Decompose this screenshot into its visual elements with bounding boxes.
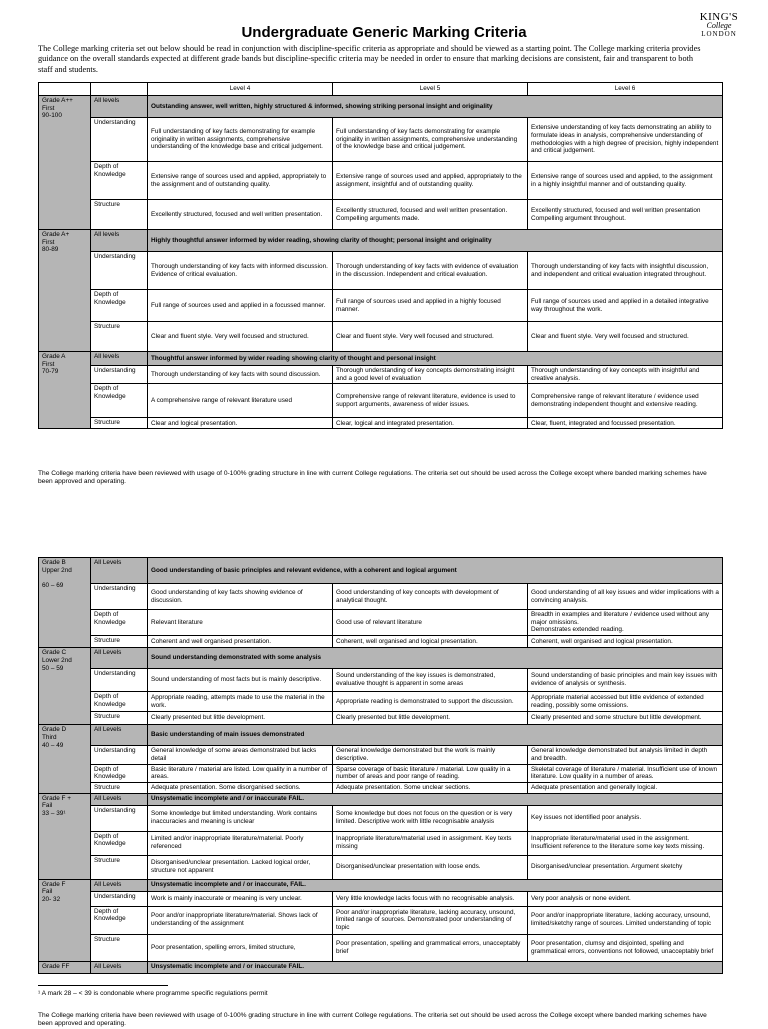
criterion-cell: Inappropriate literature/material used in assignment. Key texts missing: [333, 831, 528, 855]
grade-band-row: [39, 961, 723, 973]
criterion-cell: Clearly presented but little development.: [333, 712, 528, 725]
band-description: Good understanding of basic principles and relevant evidence, with a coherent and logical argument: [148, 558, 723, 584]
criterion-cell: Good use of relevant literature: [333, 610, 528, 636]
band-description: Basic understanding of main issues demonstrated: [148, 725, 723, 746]
grade-label: Grade B Upper 2nd 60 – 69: [39, 558, 91, 648]
criterion-cell: Very poor analysis or none evident.: [528, 891, 723, 906]
grade-label: Grade FF: [39, 961, 91, 973]
level-header: Level 5: [333, 83, 528, 96]
criterion-cell: Poor and/or inappropriate literature, lacking accuracy, unsound, limited/sketchy range of sources. Limited understanding of topic: [528, 906, 723, 934]
criterion-label: Depth of Knowledge: [91, 692, 148, 712]
criteria-row: [39, 118, 723, 162]
grade-label: Grade F + Fail 33 – 39¹: [39, 793, 91, 879]
criterion-cell: Coherent, well organised and logical presentation.: [528, 636, 723, 648]
marking-criteria-table-2: [38, 557, 723, 974]
criterion-label: Depth of Knowledge: [91, 290, 148, 322]
criterion-label: Structure: [91, 200, 148, 230]
criteria-row: [39, 252, 723, 290]
band-description: Highly thoughtful answer informed by wider reading, showing clarity of thought; personal insight and originality: [148, 230, 723, 252]
all-levels-label: All Levels: [91, 961, 148, 973]
criterion-label: Understanding: [91, 118, 148, 162]
criterion-label: Structure: [91, 855, 148, 879]
criteria-row: [39, 384, 723, 418]
grade-band-row: [39, 352, 723, 366]
criterion-cell: Coherent and well organised presentation.: [148, 636, 333, 648]
criterion-cell: Poor presentation, spelling and grammatical errors, unacceptably brief: [333, 934, 528, 961]
criterion-cell: Some knowledge but does not focus on the question or is very limited. Descriptive work with little recognisable analysis: [333, 805, 528, 831]
grade-label: Grade A+ First 80-89: [39, 230, 91, 352]
kings-college-logo: [693, 12, 745, 40]
criterion-cell: Appropriate material accessed but little evidence of extended reading, possibly some omissions.: [528, 692, 723, 712]
criterion-cell: Clear, fluent, integrated and focussed presentation.: [528, 418, 723, 429]
criterion-cell: Poor presentation, clumsy and disjointed, spelling and grammatical errors, conventions not followed, unacceptably brief: [528, 934, 723, 961]
grade-band-row: [39, 648, 723, 669]
criterion-cell: Adequate presentation and generally logical.: [528, 782, 723, 793]
criterion-cell: Clear and logical presentation.: [148, 418, 333, 429]
criterion-cell: Adequate presentation. Some disorganised sections.: [148, 782, 333, 793]
criteria-row: [39, 692, 723, 712]
band-description: Sound understanding demonstrated with some analysis: [148, 648, 723, 669]
criterion-cell: Clear, logical and integrated presentation.: [333, 418, 528, 429]
criterion-cell: Excellently structured, focused and well written presentation Compelling argument throughout.: [528, 200, 723, 230]
page-title: Undergraduate Generic Marking Criteria: [241, 24, 527, 41]
criterion-cell: Full understanding of key facts demonstrating for example originality in written assignments, comprehensive understanding of the knowledge base and critical judgement.: [333, 118, 528, 162]
level-header-row: [39, 83, 723, 96]
criteria-row: [39, 162, 723, 200]
criterion-cell: Clear and fluent style. Very well focused and structured.: [148, 322, 333, 352]
criterion-cell: Poor and/or inappropriate literature, lacking accuracy, unsound, limited range of sources. Demonstrated poor understanding of topic: [333, 906, 528, 934]
criterion-label: Understanding: [91, 891, 148, 906]
criteria-row: [39, 831, 723, 855]
criterion-cell: Good understanding of key concepts with development of analytical thought.: [333, 584, 528, 610]
criteria-note-2: The College marking criteria have been reviewed with usage of 0-100% grading structure in line with current College regulations. The criteria set out should be used across the College except where banded marking schemes have been approved and operating.: [38, 1012, 707, 1028]
criterion-cell: Disorganised/unclear presentation. Lacked logical order, structure not apparent: [148, 855, 333, 879]
criterion-cell: Thorough understanding of key facts with evidence of evaluation in the discussion. Independent and critical evaluation.: [333, 252, 528, 290]
criterion-cell: Sparse coverage of basic literature / material. Low quality in a number of areas and poor range of reading.: [333, 764, 528, 782]
grade-band-row: [39, 230, 723, 252]
criteria-row: [39, 934, 723, 961]
logo-line-2: College: [706, 21, 732, 30]
criteria-row: [39, 855, 723, 879]
intro-paragraph: The College marking criteria set out below should be read in conjunction with discipline-specific criteria as appropriate and should be viewed as a starting point. The College marking criteria provides guidance on the overall standards expected at different grade bands but discipline-specific criteria may be needed in order to ensure that marking decisions are consistent, fair and transparent to both staff and students.: [38, 44, 701, 74]
criteria-row: [39, 782, 723, 793]
footnote-rule: [38, 985, 168, 986]
criterion-label: Understanding: [91, 252, 148, 290]
criterion-cell: Clearly presented and some structure but little development.: [528, 712, 723, 725]
grade-label: Grade D Third 40 – 49: [39, 725, 91, 794]
header-blank-cell: [39, 83, 91, 96]
criterion-label: Depth of Knowledge: [91, 831, 148, 855]
criterion-cell: Sound understanding of basic principles and main key issues with evidence of analysis or synthesis.: [528, 669, 723, 692]
grade-band-row: [39, 725, 723, 746]
band-description: Unsystematic incomplete and / or inaccurate FAIL.: [148, 961, 723, 973]
criterion-label: Structure: [91, 712, 148, 725]
criterion-cell: Thorough understanding of key facts with sound discussion.: [148, 366, 333, 384]
marking-criteria-table-1: [38, 82, 723, 429]
criterion-cell: Excellently structured, focused and well written presentation. Compelling arguments made.: [333, 200, 528, 230]
criterion-label: Structure: [91, 418, 148, 429]
criterion-cell: Extensive range of sources used and applied, appropriately to the assignment, insightful and of outstanding quality.: [333, 162, 528, 200]
level-header: Level 6: [528, 83, 723, 96]
criteria-row: [39, 805, 723, 831]
criterion-cell: Poor presentation, spelling errors, limited structure,: [148, 934, 333, 961]
criterion-cell: Disorganised/unclear presentation. Argument sketchy: [528, 855, 723, 879]
criterion-label: Understanding: [91, 669, 148, 692]
criterion-cell: Basic literature / material are listed. Low quality in a number of areas.: [148, 764, 333, 782]
grade-label: Grade A++ First 90-100: [39, 96, 91, 230]
grade-band-row: [39, 96, 723, 118]
band-description: Thoughtful answer informed by wider reading showing clarity of thought and personal insight: [148, 352, 723, 366]
criteria-row: [39, 610, 723, 636]
criterion-cell: Limited and/or inappropriate literature/material. Poorly referenced: [148, 831, 333, 855]
criteria-row: [39, 418, 723, 429]
header-blank-cell: [91, 83, 148, 96]
all-levels-label: All Levels: [91, 558, 148, 584]
criterion-label: Depth of Knowledge: [91, 906, 148, 934]
criterion-cell: Comprehensive range of relevant literature / evidence used demonstrating independent thought and extensive reading.: [528, 384, 723, 418]
criterion-cell: Sound understanding of the key issues is demonstrated, evaluative thought is apparent in some areas: [333, 669, 528, 692]
criterion-label: Structure: [91, 322, 148, 352]
criteria-row: [39, 200, 723, 230]
criteria-row: [39, 584, 723, 610]
grade-label: Grade F Fail 20- 32: [39, 879, 91, 961]
band-description: Unsystematic incomplete and / or inaccurate, FAIL.: [148, 879, 723, 891]
criterion-cell: Thorough understanding of key facts with informed discussion. Evidence of critical evaluation.: [148, 252, 333, 290]
grade-band-row: [39, 879, 723, 891]
criteria-row: [39, 366, 723, 384]
criterion-cell: Inappropriate literature/material used in the assignment. Insufficient reference to the literature some key texts missing.: [528, 831, 723, 855]
criterion-cell: Full understanding of key facts demonstrating for example originality in written assignments, comprehensive understanding of the knowledge base and critical judgement.: [148, 118, 333, 162]
criterion-cell: Sound understanding of most facts but is mainly descriptive.: [148, 669, 333, 692]
criterion-cell: Thorough understanding of key facts with insightful discussion, and independent and critical evaluation integrated throughout.: [528, 252, 723, 290]
band-description: Outstanding answer, well written, highly structured & informed, showing striking personal insight and originality: [148, 96, 723, 118]
criterion-cell: Adequate presentation. Some unclear sections.: [333, 782, 528, 793]
criterion-cell: Disorganised/unclear presentation with loose ends.: [333, 855, 528, 879]
all-levels-label: All Levels: [91, 879, 148, 891]
criteria-row: [39, 906, 723, 934]
criterion-cell: Poor and/or inappropriate literature/material. Shows lack of understanding of the assignment: [148, 906, 333, 934]
criteria-row: [39, 891, 723, 906]
criterion-label: Structure: [91, 636, 148, 648]
criteria-row: [39, 764, 723, 782]
criteria-note-1: The College marking criteria have been reviewed with usage of 0-100% grading structure in line with current College regulations. The criteria set out should be used across the College except where banded marking schemes have been approved and operating.: [38, 470, 707, 486]
all-levels-label: All Levels: [91, 648, 148, 669]
criterion-cell: Extensive range of sources used and applied, to the assignment in a highly insightful manner and of outstanding quality.: [528, 162, 723, 200]
logo-line-3: LONDON: [701, 30, 737, 38]
criterion-cell: Excellently structured, focused and well written presentation.: [148, 200, 333, 230]
criterion-cell: Good understanding of all key issues and wider implications with a convincing analysis.: [528, 584, 723, 610]
criterion-cell: Clear and fluent style. Very well focused and structured.: [333, 322, 528, 352]
criterion-label: Understanding: [91, 584, 148, 610]
criterion-cell: Thorough understanding of key concepts with insightful and creative analysis.: [528, 366, 723, 384]
criterion-label: Depth of Knowledge: [91, 610, 148, 636]
criterion-cell: Skeletal coverage of literature / material. Insufficient use of known literature. Low quality in a number of areas.: [528, 764, 723, 782]
criterion-cell: Appropriate reading, attempts made to use the material in the work.: [148, 692, 333, 712]
criterion-cell: Some knowledge but limited understanding. Work contains inaccuracies and meaning is unclear: [148, 805, 333, 831]
criterion-cell: Very little knowledge lacks focus with no recognisable analysis.: [333, 891, 528, 906]
criterion-cell: Clearly presented but little development.: [148, 712, 333, 725]
criterion-label: Structure: [91, 934, 148, 961]
all-levels-label: All levels: [91, 352, 148, 366]
criterion-cell: General knowledge demonstrated but analysis limited in depth and breadth.: [528, 746, 723, 764]
all-levels-label: All levels: [91, 230, 148, 252]
criterion-cell: Key issues not identified poor analysis.: [528, 805, 723, 831]
grade-band-row: [39, 558, 723, 584]
criterion-cell: Full range of sources used and applied in a detailed integrative way throughout the work.: [528, 290, 723, 322]
criteria-row: [39, 712, 723, 725]
criterion-label: Understanding: [91, 366, 148, 384]
criterion-cell: Coherent, well organised and logical presentation.: [333, 636, 528, 648]
all-levels-label: All levels: [91, 96, 148, 118]
criterion-label: Understanding: [91, 746, 148, 764]
criterion-cell: Full range of sources used and applied in a highly focused manner.: [333, 290, 528, 322]
criterion-cell: General knowledge of some areas demonstrated but lacks detail: [148, 746, 333, 764]
criterion-label: Structure: [91, 782, 148, 793]
band-description: Unsystematic incomplete and / or inaccurate FAIL.: [148, 793, 723, 805]
criterion-cell: Appropriate reading is demonstrated to support the discussion.: [333, 692, 528, 712]
footnote: ¹ A mark 28 – < 39 is condonable where programme specific regulations permit: [38, 990, 268, 997]
criterion-cell: Extensive range of sources used and applied, appropriately to the assignment and of outstanding quality.: [148, 162, 333, 200]
criterion-cell: Breadth in examples and literature / evidence used without any major omissions. Demonstrates extended reading.: [528, 610, 723, 636]
all-levels-label: All Levels: [91, 725, 148, 746]
criterion-cell: Clear and fluent style. Very well focused and structured.: [528, 322, 723, 352]
criteria-row: [39, 290, 723, 322]
criterion-cell: Thorough understanding of key concepts demonstrating insight and a good level of evaluation: [333, 366, 528, 384]
criterion-label: Understanding: [91, 805, 148, 831]
criteria-row: [39, 322, 723, 352]
criterion-cell: Work is mainly inaccurate or meaning is very unclear.: [148, 891, 333, 906]
criterion-cell: Comprehensive range of relevant literature, evidence is used to support arguments, awareness of wider issues.: [333, 384, 528, 418]
criterion-cell: Full range of sources used and applied in a focussed manner.: [148, 290, 333, 322]
criterion-cell: General knowledge demonstrated but the work is mainly descriptive.: [333, 746, 528, 764]
level-header: Level 4: [148, 83, 333, 96]
grade-label: Grade A First 70-79: [39, 352, 91, 429]
grade-band-row: [39, 793, 723, 805]
all-levels-label: All Levels: [91, 793, 148, 805]
criterion-label: Depth of Knowledge: [91, 162, 148, 200]
criterion-label: Depth of Knowledge: [91, 764, 148, 782]
criterion-cell: Relevant literature: [148, 610, 333, 636]
criterion-cell: A comprehensive range of relevant literature used: [148, 384, 333, 418]
criteria-row: [39, 669, 723, 692]
logo-line-1: KING'S: [699, 11, 739, 23]
criterion-cell: Extensive understanding of key facts demonstrating an ability to formulate ideas in analysis, comprehensive understanding of methodologies with a high degree of precision, highly independent and critical judgement.: [528, 118, 723, 162]
criterion-label: Depth of Knowledge: [91, 384, 148, 418]
criteria-row: [39, 636, 723, 648]
criterion-cell: Good understanding of key facts showing evidence of discussion.: [148, 584, 333, 610]
criteria-row: [39, 746, 723, 764]
grade-label: Grade C Lower 2nd 50 – 59: [39, 648, 91, 725]
